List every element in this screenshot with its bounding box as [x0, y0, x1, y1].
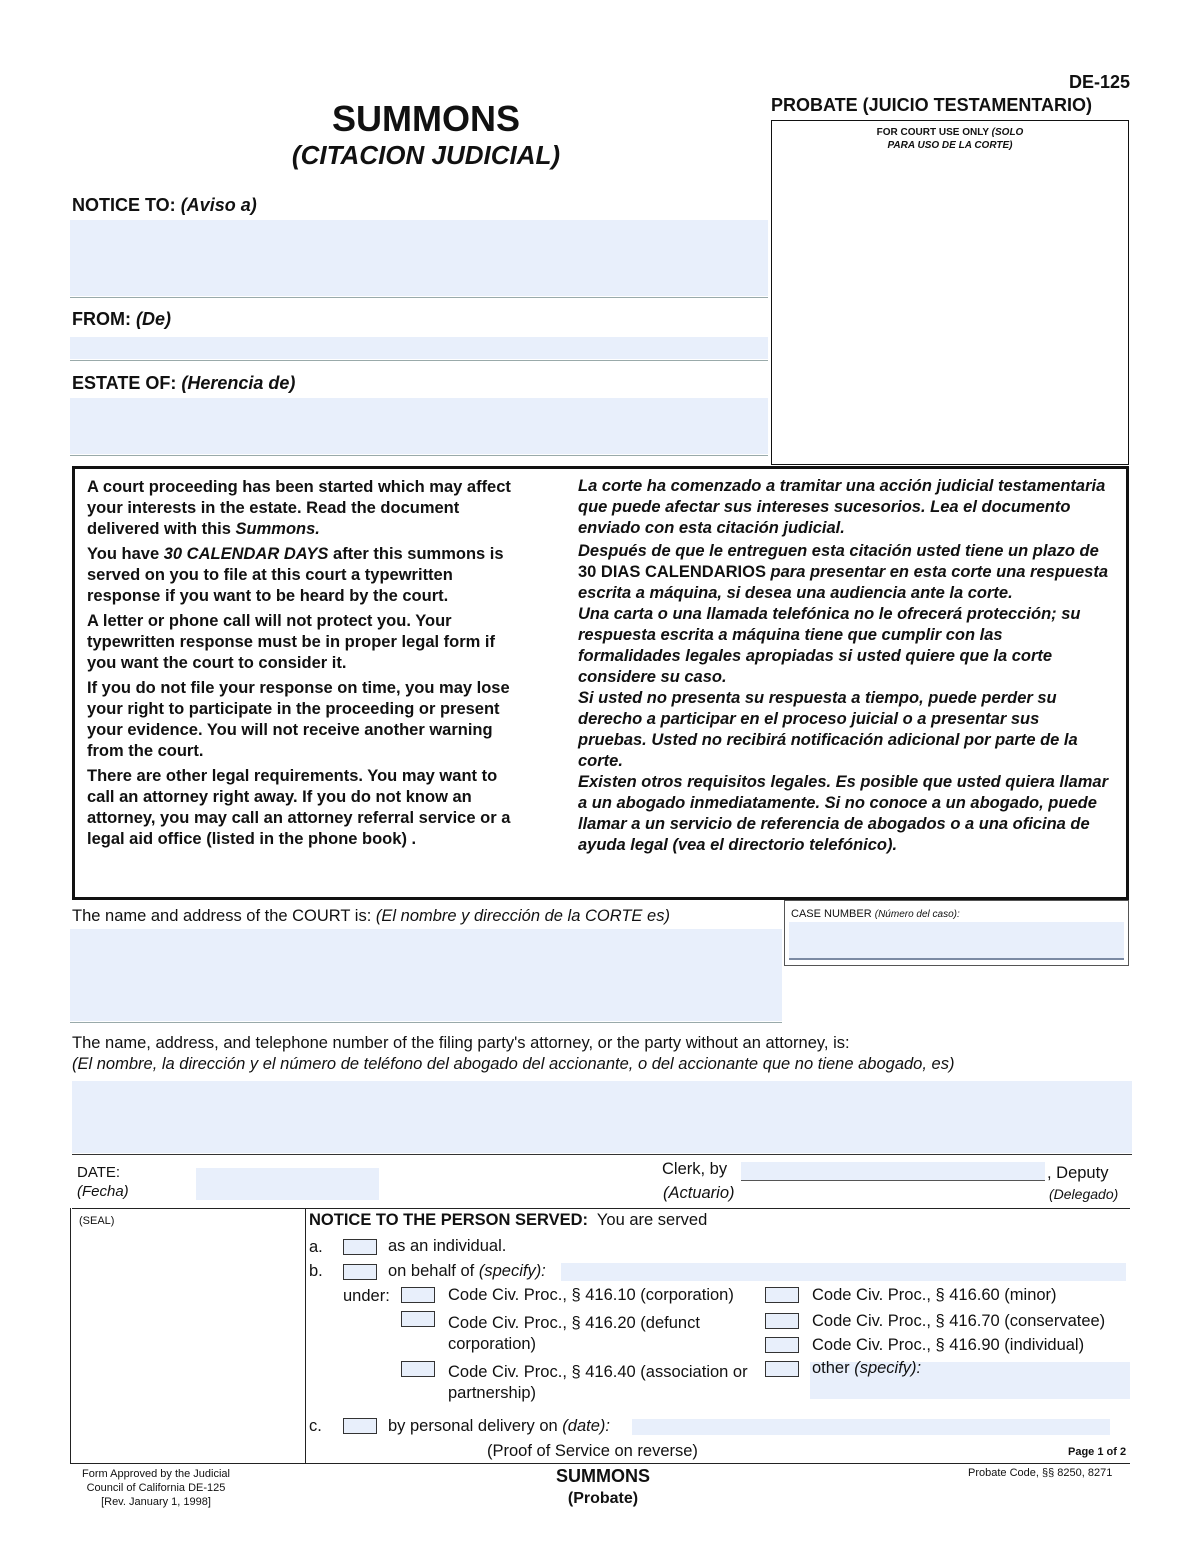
delivery-date-field[interactable]: [632, 1419, 1110, 1435]
notice-english: A court proceeding has been started which may affect your interests in the estate. Read the document delivered with this Summons. You have 30 CALENDAR DAYS after this summons is served on you to file at this court a typewritten response if you want to be heard by the court. A letter or phone call will not protect you. Your typewritten response must be in proper legal form if you want the court to consider it. If you do not file your response on time, you may lose your right to participate in the proceeding or present your evidence. You will not receive another warning from the court. There are other legal requirements. You may want to call an attorney right away. If you do not know an attorney, you may call an attorney referral service or a legal aid office (listed in the phone book) .: [87, 478, 511, 848]
checkbox-personal-delivery[interactable]: [343, 1418, 377, 1434]
checkbox-41670[interactable]: [765, 1313, 799, 1329]
proof-of-service-note: (Proof of Service on reverse): [487, 1442, 698, 1460]
footer-code: Probate Code, §§ 8250, 8271: [968, 1467, 1113, 1479]
served-a-text: as an individual.: [388, 1237, 507, 1255]
ccp-41620-label: Code Civ. Proc., § 416.20 (defunct corporation): [448, 1314, 700, 1353]
checkbox-on-behalf[interactable]: [343, 1264, 377, 1280]
served-b-letter: b.: [309, 1262, 323, 1280]
attorney-label: The name, address, and telephone number of the filing party's attorney, or the party without an attorney, is:: [72, 1034, 850, 1052]
case-number-label: CASE NUMBER: [791, 908, 872, 920]
checkbox-41690[interactable]: [765, 1337, 799, 1353]
ccp-41660-label: Code Civ. Proc., § 416.60 (minor): [812, 1286, 1057, 1304]
date-label-es: (Fecha): [77, 1183, 129, 1200]
notice-to-field[interactable]: [70, 220, 768, 296]
ccp-41690-label: Code Civ. Proc., § 416.90 (individual): [812, 1336, 1085, 1354]
served-c-letter: c.: [309, 1417, 322, 1435]
checkbox-41620[interactable]: [401, 1311, 435, 1327]
under-label: under:: [343, 1287, 390, 1305]
served-heading: NOTICE TO THE PERSON SERVED: You are served: [309, 1211, 708, 1229]
on-behalf-field[interactable]: [561, 1263, 1126, 1281]
clerk-label: Clerk, by: [662, 1160, 728, 1178]
checkbox-41640[interactable]: [401, 1361, 435, 1377]
checkbox-other[interactable]: [765, 1361, 799, 1377]
court-use-label-es-2: PARA USO DE LA CORTE): [887, 140, 1013, 151]
form-approved: Form Approved by the Judicial Council of California DE-125 [Rev. January 1, 1998]: [82, 1468, 230, 1508]
court-use-label: FOR COURT USE ONLY: [876, 127, 989, 138]
form-number: DE-125: [1068, 72, 1130, 92]
court-use-box: [771, 120, 1129, 465]
estate-of-label: ESTATE OF: (Herencia de): [72, 373, 296, 393]
court-use-label-es: (SOLO: [991, 127, 1024, 138]
checkbox-41610[interactable]: [401, 1287, 435, 1303]
date-label: DATE:: [77, 1164, 121, 1181]
notice-to-label: NOTICE TO: (Aviso a): [72, 195, 257, 215]
served-c-text: by personal delivery on (date):: [388, 1417, 610, 1435]
court-address-field[interactable]: [70, 929, 782, 1021]
deputy-label-es: (Delegado): [1049, 1186, 1119, 1202]
attorney-label-es: (El nombre, la dirección y el número de teléfono del abogado del accionante, o del accionante que no tiene abogado, es): [72, 1055, 955, 1073]
court-address-label: The name and address of the COURT is: (El nombre y dirección de la CORTE es): [72, 907, 670, 925]
attorney-field[interactable]: [72, 1081, 1132, 1153]
seal-label: (SEAL): [79, 1215, 115, 1227]
footer-subtitle: (Probate): [567, 1490, 639, 1507]
checkbox-individual[interactable]: [343, 1239, 377, 1255]
ccp-41640-label: Code Civ. Proc., § 416.40 (association or partnership): [448, 1363, 748, 1402]
served-b-text: on behalf of (specify):: [388, 1262, 546, 1280]
case-number-field[interactable]: [789, 922, 1124, 958]
probate-title: PROBATE (JUICIO TESTAMENTARIO): [771, 95, 1092, 115]
served-a-letter: a.: [309, 1238, 323, 1256]
estate-of-field[interactable]: [70, 398, 768, 454]
checkbox-41660[interactable]: [765, 1287, 799, 1303]
ccp-41610-label: Code Civ. Proc., § 416.10 (corporation): [448, 1286, 734, 1304]
deputy-label: , Deputy: [1047, 1164, 1109, 1182]
other-label: other (specify):: [812, 1359, 922, 1377]
from-field[interactable]: [70, 337, 768, 359]
notice-spanish: La corte ha comenzado a tramitar una acción judicial testamentaria que puede afectar sus intereses sucesorios. Lea el documento enviado con esta citación judicial. Después de que le entreguen esta citación usted tiene un plazo de 30 DIAS CALENDARIOS para presentar en esta corte una respuesta escrita a máquina, si desea una audiencia ante la corte. Una carta o una llamada telefónica no le ofrecerá protección; su respuesta escrita a máquina tiene que cumplir con las formalidades legales apropiadas si usted quiere que la corte considere su caso. Si usted no presenta su respuesta a tiempo, puede perder su derecho a participar en el proceso juicial o a presentar sus pruebas. Usted no recibirá notificación adicional por parte de la corte. Existen otros requisitos legales. Es posible que usted quiera llamar a un abogado inmediatamente. Si no conoce a un abogado, puede llamar a un servicio de referencia de abogados o a una oficina de ayuda legal (vea el directorio telefónico).: [578, 477, 1109, 854]
from-label: FROM: (De): [72, 309, 171, 329]
page-number: Page 1 of 2: [1068, 1446, 1127, 1458]
clerk-field[interactable]: [741, 1162, 1045, 1180]
ccp-41670-label: Code Civ. Proc., § 416.70 (conservatee): [812, 1312, 1106, 1330]
footer-title: SUMMONS: [556, 1466, 650, 1486]
page-subtitle: (CITACION JUDICIAL): [291, 140, 561, 170]
clerk-label-es: (Actuario): [663, 1184, 735, 1202]
page-title: SUMMONS: [332, 98, 520, 139]
date-field[interactable]: [196, 1168, 379, 1200]
case-number-box: CASE NUMBER (Número del caso):: [784, 900, 1129, 966]
